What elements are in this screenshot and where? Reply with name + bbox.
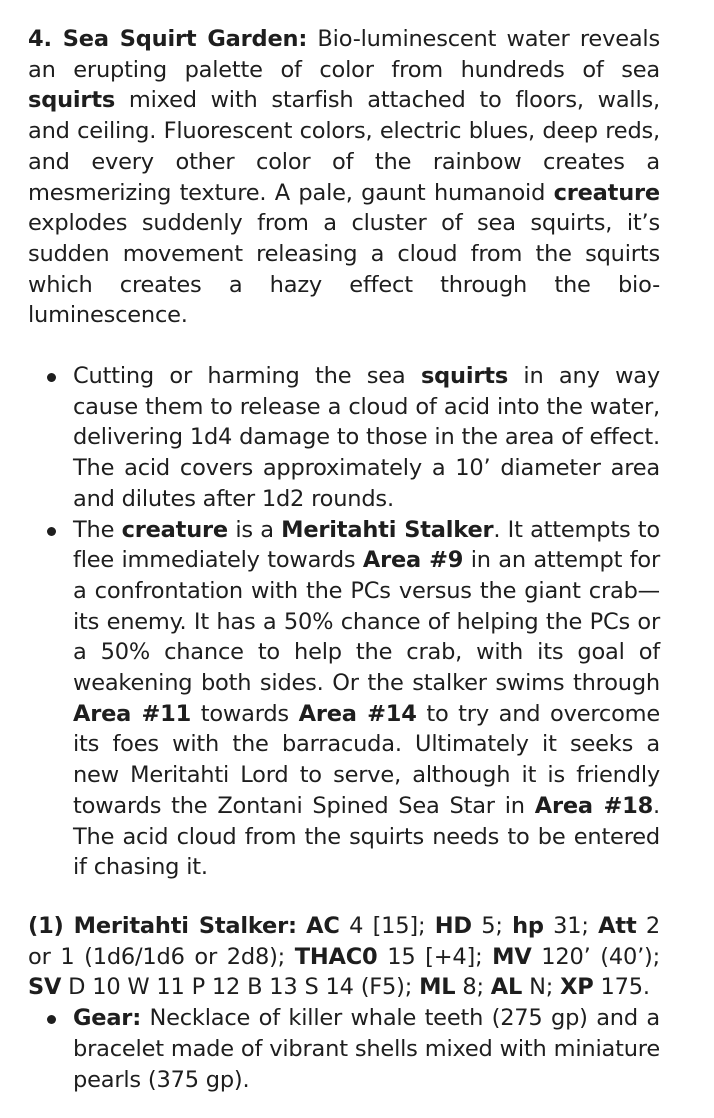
bullet-2-text-7: . The acid cloud from the squirts needs to be entered if chasing it. [73, 792, 660, 881]
room-text-1: Bio-luminescent water reveals an erupting palette of color from hundreds of sea [28, 26, 660, 83]
bullet-creature [28, 515, 660, 883]
stat-al-label: AL [490, 974, 523, 1001]
bullet-dot [47, 1015, 56, 1024]
stat-ac: 4 [15]; [339, 912, 435, 939]
bullet-2-bold-6: Area #18 [534, 792, 654, 819]
stat-block [28, 911, 660, 1003]
stat-ml-label: ML [419, 974, 456, 1001]
stat-xp: 175. [593, 974, 650, 1001]
room-bullet-list [28, 361, 660, 883]
room-text-3: explodes suddenly from a cluster of sea squirts, it’s sudden movement releasing a cloud from the squirts which creates a hazy effect through the bio-luminescence. [28, 210, 660, 329]
bullet-2-text-5: towards [191, 700, 299, 727]
bullet-2-text-6: to try and overcome its foes with the barracuda. Ultimately it seeks a new Meritahti Lord to serve, although it is friendly towards the Zontani Spined Sea Star in [73, 700, 660, 819]
room-description [28, 24, 660, 331]
stat-hp-label: hp [512, 912, 544, 939]
stat-hp: 31; [543, 912, 599, 939]
bullet-2-text-4: in an attempt for a confrontation with the PCs versus the giant crab—its enemy. It has a 50% chance of helping the PCs or a 50% chance to help the crab, with its goal of weakening both sides. Or the stalker swims through [73, 547, 660, 697]
bullet-dot [47, 373, 56, 382]
bullet-1-text-1: Cutting or harming the sea [73, 363, 421, 390]
stat-name: (1) Meritahti Stalker: [28, 912, 297, 939]
bullet-2-text-2: is a [228, 516, 282, 543]
stat-ac-label: AC [306, 912, 340, 939]
bullet-2-text-1: The [73, 516, 122, 543]
bullet-acid-cloud [28, 361, 660, 515]
room-text-2: mixed with starfish attached to floors, walls, and ceiling. Fluorescent colors, electric blues, deep reds, and every other color of the rainbow creates a mesmerizing texture. A pale, gaunt humanoid [28, 87, 660, 206]
stat-att-label: Att [598, 912, 637, 939]
bullet-2-text-3: . It attempts to flee immediately towards [73, 516, 660, 574]
bullet-2-bold-1: creature [121, 516, 228, 543]
stat-xp-label: XP [560, 974, 594, 1001]
bullet-2-bold-2: Meritahti Stalker [281, 516, 494, 543]
bullet-gear [28, 1003, 660, 1095]
stat-mv-label: MV [492, 943, 532, 970]
stat-ml: 8; [455, 974, 491, 1001]
gear-list [28, 1003, 660, 1095]
bullet-1-text-2: in any way cause them to release a cloud of acid into the water, delivering 1d4 damage to those in the area of effect. The acid covers approximately a 10’ diameter area and dilutes after 1d2 rounds. [73, 363, 660, 512]
stat-al: N; [522, 974, 561, 1001]
stat-att: 2 or 1 (1d6/1d6 or 2d8); [28, 912, 660, 970]
bullet-1-bold-1: squirts [420, 363, 509, 390]
bullet-2-bold-5: Area #14 [298, 700, 417, 727]
bullet-2-bold-4: Area #11 [73, 700, 192, 727]
stat-thac0: 15 [+4]; [377, 943, 493, 970]
stat-sv: D 10 W 11 P 12 B 13 S 14 (F5); [61, 974, 420, 1001]
room-bold-squirts: squirts [28, 87, 116, 114]
gear-label: Gear: [73, 1005, 142, 1032]
bullet-dot [47, 527, 56, 536]
stat-mv: 120’ (40’); [531, 943, 660, 970]
stat-hd-label: HD [434, 912, 472, 939]
room-bold-creature: creature [553, 179, 660, 206]
bullet-2-bold-3: Area #9 [362, 547, 464, 574]
stat-sv-label: SV [28, 974, 62, 1001]
stat-thac0-label: THAC0 [294, 943, 378, 970]
room-heading: 4. Sea Squirt Garden: [28, 26, 308, 52]
stat-hd: 5; [471, 912, 513, 939]
gear-text: Necklace of killer whale teeth (275 gp) and a bracelet made of vibrant shells mixed with miniature pearls (375 gp). [73, 1005, 660, 1093]
